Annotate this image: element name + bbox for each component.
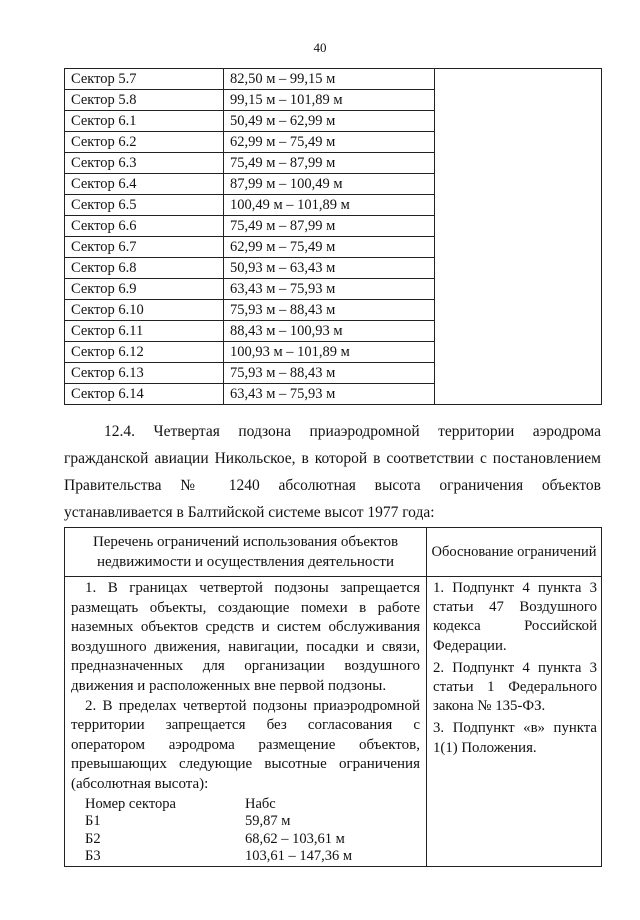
sector-table <box>64 68 602 405</box>
sector-range: 87,99 м – 100,49 м <box>224 174 435 195</box>
sector-name: Сектор 6.9 <box>65 279 224 300</box>
restriction-item: 2. В пределах четвертой подзоны приаэродромной территории запрещается без согласования с оператором аэродрома размещение объектов, превышающих следующие высотные ограничения (абсолютная высота): <box>71 697 420 792</box>
restrictions-cell <box>65 577 427 867</box>
sector-range: 62,99 м – 75,49 м <box>224 132 435 153</box>
sub-value: 103,61 – 147,36 м <box>245 848 353 865</box>
sub-header-height: Набс <box>245 795 276 812</box>
sector-name: Сектор 5.7 <box>65 69 224 90</box>
sub-sector: Б1 <box>85 813 101 830</box>
sector-name: Сектор 6.4 <box>65 174 224 195</box>
sector-name: Сектор 6.7 <box>65 237 224 258</box>
height-limits-table <box>71 796 352 866</box>
sector-range: 75,93 м – 88,43 м <box>224 363 435 384</box>
empty-column <box>435 69 602 405</box>
sector-range: 75,49 м – 87,99 м <box>224 216 435 237</box>
header-justification: Обоснование ограничений <box>427 528 602 577</box>
sector-name: Сектор 6.2 <box>65 132 224 153</box>
sector-name: Сектор 5.8 <box>65 90 224 111</box>
justification-cell <box>427 577 602 867</box>
sector-name: Сектор 6.8 <box>65 258 224 279</box>
sector-name: Сектор 6.13 <box>65 363 224 384</box>
sector-range: 50,49 м – 62,99 м <box>224 111 435 132</box>
sector-name: Сектор 6.12 <box>65 342 224 363</box>
sector-name: Сектор 6.6 <box>65 216 224 237</box>
sector-name: Сектор 6.14 <box>65 384 224 405</box>
sector-range: 99,15 м – 101,89 м <box>224 90 435 111</box>
sub-value: 59,87 м <box>245 813 291 830</box>
height-limit-row <box>71 848 352 866</box>
paragraph-text: 12.4. Четвертая подзона приаэродромной территории аэродрома гражданской авиации Никольское, в которой в соответствии с постановлением Правительства № 1240 абсолютная высота ограничения объектов устанавливается в Балтийской системе высот 1977 года: <box>64 423 601 521</box>
sector-row <box>65 69 602 90</box>
sector-range: 75,93 м – 88,43 м <box>224 300 435 321</box>
sub-header-sector: Номер сектора <box>85 795 176 812</box>
sector-name: Сектор 6.1 <box>65 111 224 132</box>
sub-sector: Б2 <box>85 830 101 847</box>
sector-range: 82,50 м – 99,15 м <box>224 69 435 90</box>
sector-name: Сектор 6.10 <box>65 300 224 321</box>
sector-range: 100,49 м – 101,89 м <box>224 195 435 216</box>
restriction-item: 1. В границах четвертой подзоны запрещается размещать объекты, создающие помехи в работе наземных объектов средств и систем обслуживания воздушного движения, навигации, посадки и связи, предназначенных для организации воздушного движения и расположенных вне первой подзоны. <box>71 580 420 694</box>
justification-item: 3. Подпункт «в» пункта 1(1) Положения. <box>433 720 597 756</box>
sector-name: Сектор 6.5 <box>65 195 224 216</box>
sector-range: 100,93 м – 101,89 м <box>224 342 435 363</box>
height-limit-row <box>71 831 352 849</box>
sector-range: 75,49 м – 87,99 м <box>224 153 435 174</box>
height-limit-row <box>71 813 352 831</box>
restrictions-table <box>64 527 602 867</box>
sector-name: Сектор 6.3 <box>65 153 224 174</box>
sub-sector: Б3 <box>85 848 101 865</box>
sector-range: 88,43 м – 100,93 м <box>224 321 435 342</box>
sub-value: 68,62 – 103,61 м <box>245 830 345 847</box>
justification-item: 1. Подпункт 4 пункта 3 статьи 47 Воздушного кодекса Российской Федерации. <box>433 580 597 654</box>
section-paragraph <box>64 418 601 526</box>
sector-range: 62,99 м – 75,49 м <box>224 237 435 258</box>
header-restrictions: Перечень ограничений использования объектов недвижимости и осуществления деятельности <box>65 528 427 577</box>
sector-range: 50,93 м – 63,43 м <box>224 258 435 279</box>
justification-item: 2. Подпункт 4 пункта 3 статьи 1 Федерального закона № 135-ФЗ. <box>433 659 597 715</box>
sector-range: 63,43 м – 75,93 м <box>224 384 435 405</box>
sector-name: Сектор 6.11 <box>65 321 224 342</box>
sector-range: 63,43 м – 75,93 м <box>224 279 435 300</box>
page-number: 40 <box>313 40 327 55</box>
